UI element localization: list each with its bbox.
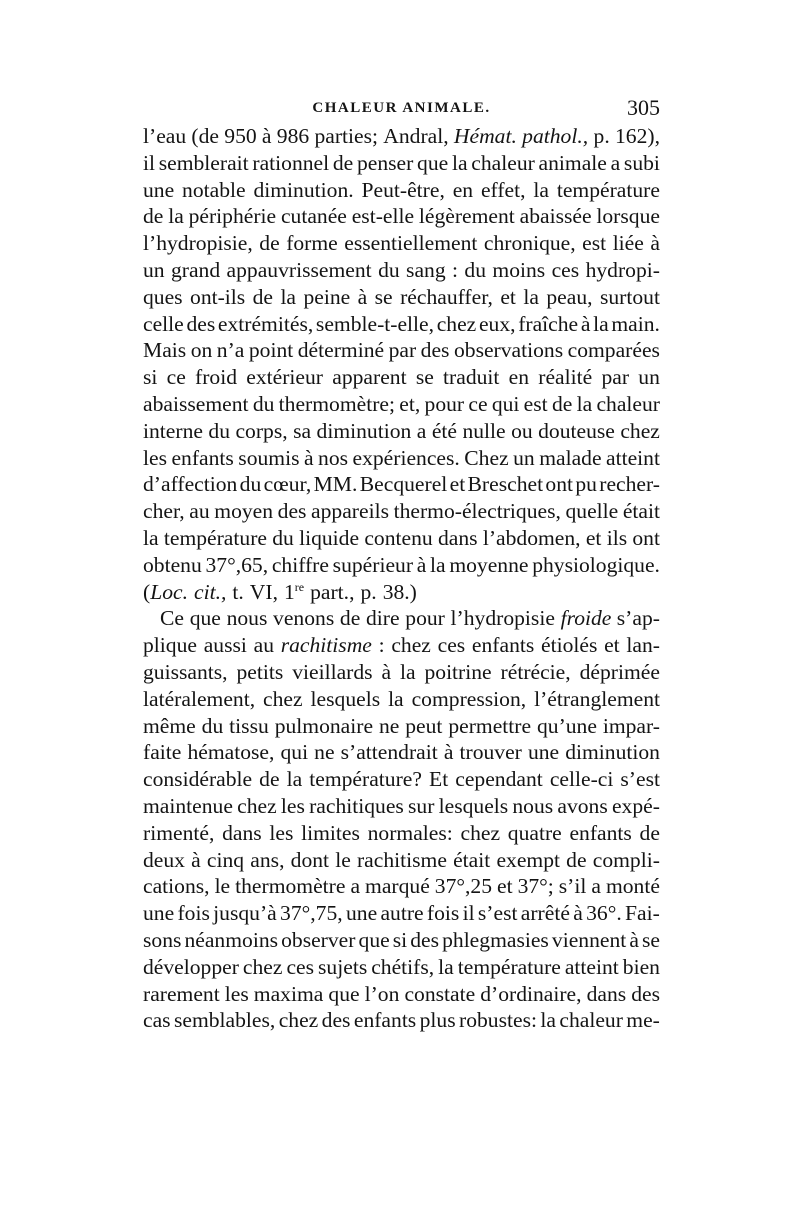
text-line: même du tissu pulmonaire ne peut permettre qu’une impar-	[143, 713, 660, 738]
text-line: deux à cinq ans, dont le rachitisme était exempt de compli-	[143, 847, 660, 872]
paragraph-1	[143, 123, 660, 605]
text-line: développer chez ces sujets chétifs, la température atteint bien	[143, 954, 660, 979]
text-line: celle des extrémités, semble-t-elle, chez eux, fraîche à la main.	[143, 311, 660, 336]
text-line: Mais on n’a point déterminé par des observations comparées	[143, 338, 660, 363]
text-line: la température du liquide contenu dans l’abdomen, et ils ont	[143, 525, 660, 550]
text-line: un grand appauvrissement du sang : du moins ces hydropi-	[143, 257, 660, 282]
text-line: latéralement, chez lesquels la compression, l’étranglement	[143, 686, 660, 711]
text-line: il semblerait rationnel de penser que la chaleur animale a subi	[143, 150, 660, 175]
text-line: sons néanmoins observer que si des phlegmasies viennent à se	[143, 927, 660, 952]
paragraph-2	[143, 605, 660, 1034]
text-line: Ce que nous venons de dire pour l’hydropisie froide s’ap-	[160, 606, 660, 631]
text-line: rarement les maxima que l’on constate d’ordinaire, dans des	[143, 981, 660, 1006]
text-line: une notable diminution. Peut-être, en effet, la température	[143, 177, 660, 202]
text-line: les enfants soumis à nos expériences. Chez un malade atteint	[143, 445, 660, 470]
text-line: si ce froid extérieur apparent se traduit en réalité par un	[143, 365, 660, 390]
page-number: 305	[627, 95, 660, 120]
text-line: cations, le thermomètre a marqué 37°,25 et 37°; s’il a monté	[143, 874, 660, 899]
text-line: faite hématose, qui ne s’attendrait à trouver une diminution	[143, 740, 660, 765]
text-line: une fois jusqu’à 37°,75, une autre fois il s’est arrêté à 36°. Fai-	[143, 901, 660, 926]
text-line: plique aussi au rachitisme : chez ces enfants étiolés et lan-	[143, 633, 660, 658]
running-head	[143, 95, 660, 122]
text-line: cas semblables, chez des enfants plus robustes: la chaleur me-	[143, 1008, 660, 1033]
text-line: considérable de la température? Et cependant celle-ci s’est	[143, 767, 660, 792]
text-line: l’eau (de 950 à 986 parties; Andral, Hémat. pathol., p. 162),	[143, 124, 660, 148]
text-line: guissants, petits vieillards à la poitrine rétrécie, déprimée	[143, 659, 660, 684]
text-line: rimenté, dans les limites normales: chez quatre enfants de	[143, 820, 660, 845]
text-line: l’hydropisie, de forme essentiellement chronique, est liée à	[143, 231, 660, 256]
text-line: de la périphérie cutanée est-elle légèrement abaissée lorsque	[143, 204, 660, 229]
text-line: cher, au moyen des appareils thermo-électriques, quelle était	[143, 499, 660, 524]
text-line: interne du corps, sa diminution a été nulle ou douteuse chez	[143, 418, 660, 443]
text-line: obtenu 37°,65, chiffre supérieur à la moyenne physiologique.	[143, 552, 660, 577]
body-text	[143, 123, 660, 1034]
text-line: maintenue chez les rachitiques sur lesquels nous avons expé-	[143, 793, 660, 818]
text-line: d’affection du cœur, MM. Becquerel et Breschet ont pu recher-	[143, 472, 660, 497]
text-line: (Loc. cit., t. VI, 1re part., p. 38.)	[143, 579, 417, 604]
text-line: abaissement du thermomètre; et, pour ce qui est de la chaleur	[143, 391, 660, 416]
text-line: ques ont-ils de la peine à se réchauffer, et la peau, surtout	[143, 284, 660, 309]
running-title: CHALEUR ANIMALE.	[312, 100, 491, 116]
